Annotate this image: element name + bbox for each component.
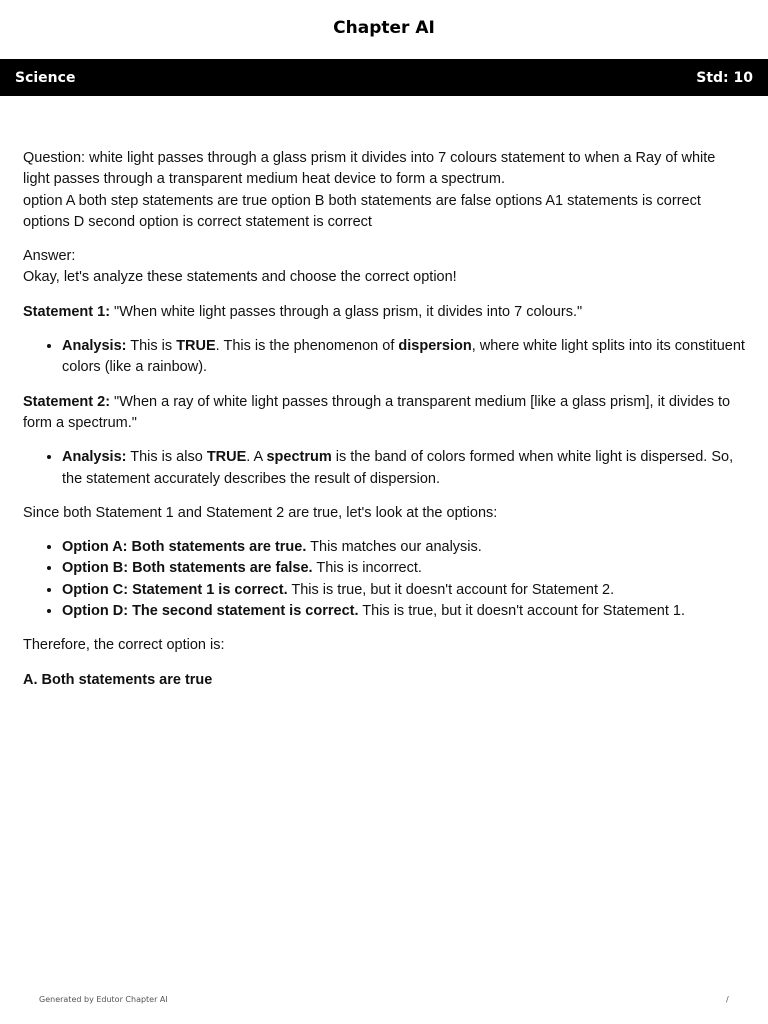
analysis-text: This is also [126,449,207,466]
question-block [23,148,745,233]
statement-2-analysis [62,447,745,490]
option-text: This is true, but it doesn't account for Statement 1. [358,603,686,620]
term-dispersion: dispersion [398,338,472,355]
conclusion: Therefore, the correct option is: [23,637,225,654]
statement-1-text: "When white light passes through a glass prism, it divides into 7 colours." [110,303,583,320]
term-spectrum: spectrum [266,449,332,466]
option-text: This is incorrect. [312,560,422,577]
final-answer-text: A. Both statements are true [23,671,213,688]
footer-page-number: / [726,995,729,1004]
answer-label: Answer: [23,248,76,265]
subject-label: Science [15,69,76,86]
analysis-text: This is [126,338,177,355]
answer-intro-block [23,246,745,289]
analysis-text: . This is the phenomenon of [215,338,399,355]
answer-intro: Okay, let's analyze these statements and choose the correct option! [23,269,457,286]
statement-1-label: Statement 1: [23,303,111,320]
analysis-label: Analysis: [62,338,127,355]
header-bar [0,59,768,96]
options-intro: Since both Statement 1 and Statement 2 are true, let's look at the options: [23,504,498,521]
analysis-label: Analysis: [62,449,127,466]
answer-content [23,148,745,704]
option-label: Option D: The second statement is correct. [62,603,359,620]
analysis-text: is the band of colors formed when white light is dispersed. So, the statement accurately describes the result of dispersion. [62,449,734,487]
statement-1-analysis [62,336,745,379]
option-label: Option A: Both statements are true. [62,539,307,556]
statement-1-analysis-list [23,336,745,379]
options-list [23,537,745,622]
option-text: This is true, but it doesn't account for Statement 2. [287,581,615,598]
statement-2-text: "When a ray of white light passes through a transparent medium [like a glass prism], it divides to form a spectrum." [23,393,731,431]
true-label: TRUE [176,338,216,355]
option-b [62,558,745,579]
option-d [62,601,745,622]
option-text: This matches our analysis. [306,539,482,556]
statement-2-analysis-list [23,447,745,490]
true-label: TRUE [206,449,247,466]
statement-2-label: Statement 2: [23,393,111,410]
analysis-text: . A [246,449,267,466]
option-a [62,537,745,558]
final-answer [23,670,745,691]
question-options-text: option A both step statements are true option B both statements are false options A1 statements is correct options D second option is correct statement is correct [23,192,701,230]
standard-label: Std: 10 [696,69,753,86]
option-label: Option B: Both statements are false. [62,560,313,577]
page-title: Chapter AI [333,18,435,38]
analysis-text: , where white light splits into its constituent colors (like a rainbow). [62,338,745,376]
option-c [62,580,745,601]
statement-2 [23,392,745,435]
statement-1 [23,302,745,323]
question-text: Question: white light passes through a glass prism it divides into 7 colours statement to when a Ray of white light passes through a transparent medium heat device to form a spectrum. [23,150,716,188]
option-label: Option C: Statement 1 is correct. [62,581,288,598]
footer-generated-by: Generated by Edutor Chapter AI [39,995,168,1004]
